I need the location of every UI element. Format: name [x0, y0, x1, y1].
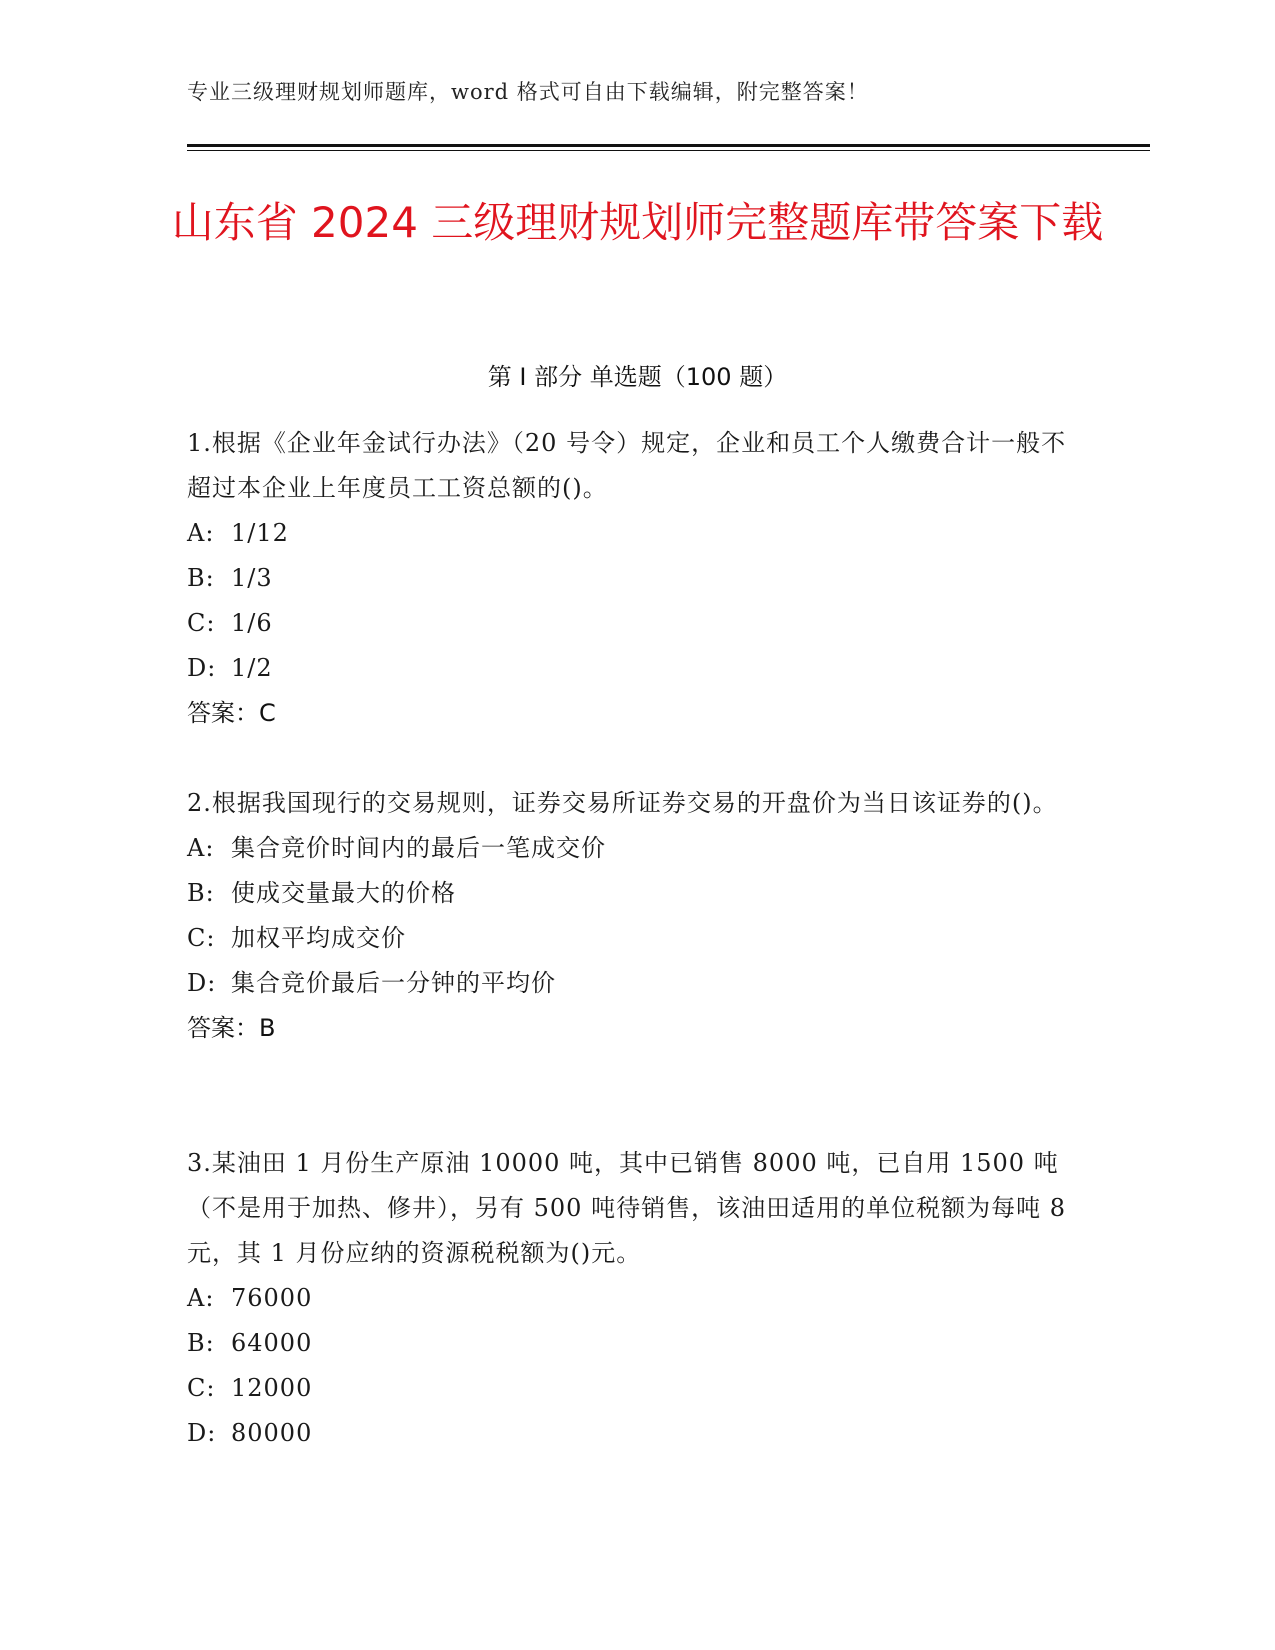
option-c: [187, 1366, 1087, 1411]
question-1: [187, 421, 1087, 736]
option-text: 76000: [231, 1284, 313, 1312]
option-c: [187, 601, 1087, 646]
option-text: 1/12: [231, 519, 289, 547]
option-text: 集合竞价时间内的最后一笔成交价: [231, 834, 606, 862]
section-heading: 第 I 部分 单选题（100 题）: [487, 363, 788, 391]
option-letter: B:: [187, 879, 215, 907]
option-letter: B:: [187, 564, 215, 592]
option-text: 80000: [231, 1419, 313, 1447]
option-letter: C:: [187, 924, 216, 952]
option-b: [187, 1321, 1087, 1366]
header-rule-thin: [187, 150, 1150, 151]
header-rule: [187, 144, 1150, 147]
option-letter: D:: [187, 1419, 217, 1447]
option-text: 64000: [231, 1329, 313, 1357]
option-text: 使成交量最大的价格: [231, 879, 456, 907]
option-letter: C:: [187, 609, 216, 637]
option-b: [187, 871, 1087, 916]
option-letter: A:: [187, 519, 215, 547]
option-text: 1/6: [231, 609, 273, 637]
option-a: [187, 511, 1087, 556]
option-text: 1/2: [231, 654, 273, 682]
question-stem: 2.根据我国现行的交易规则，证券交易所证券交易的开盘价为当日该证券的()。: [187, 789, 1058, 817]
option-letter: A:: [187, 834, 215, 862]
answer: 答案：C: [187, 699, 276, 727]
option-c: [187, 916, 1087, 961]
answer: 答案：B: [187, 1014, 276, 1042]
question-3: [187, 1141, 1087, 1456]
option-d: [187, 646, 1087, 691]
option-d: [187, 1411, 1087, 1456]
question-stem: 1.根据《企业年金试行办法》（20 号令）规定，企业和员工个人缴费合计一般不超过本企业上年度员工工资总额的()。: [187, 429, 1067, 502]
option-letter: D:: [187, 969, 217, 997]
option-text: 1/3: [231, 564, 273, 592]
option-d: [187, 961, 1087, 1006]
option-a: [187, 1276, 1087, 1321]
option-a: [187, 826, 1087, 871]
option-text: 12000: [231, 1374, 313, 1402]
option-letter: C:: [187, 1374, 216, 1402]
option-letter: A:: [187, 1284, 215, 1312]
option-b: [187, 556, 1087, 601]
header-note: 专业三级理财规划师题库，word 格式可自由下载编辑，附完整答案！: [187, 80, 869, 104]
option-letter: D:: [187, 654, 217, 682]
option-text: 集合竞价最后一分钟的平均价: [231, 969, 556, 997]
question-2: [187, 781, 1087, 1051]
document-title: 山东省 2024 三级理财规划师完整题库带答案下载: [171, 198, 1104, 247]
question-stem: 3.某油田 1 月份生产原油 10000 吨，其中已销售 8000 吨，已自用 1500 吨（不是用于加热、修井），另有 500 吨待销售，该油田适用的单位税额为每吨 8 元，其 1 月份应纳的资源税税额为()元。: [187, 1149, 1066, 1267]
option-text: 加权平均成交价: [231, 924, 406, 952]
option-letter: B:: [187, 1329, 215, 1357]
